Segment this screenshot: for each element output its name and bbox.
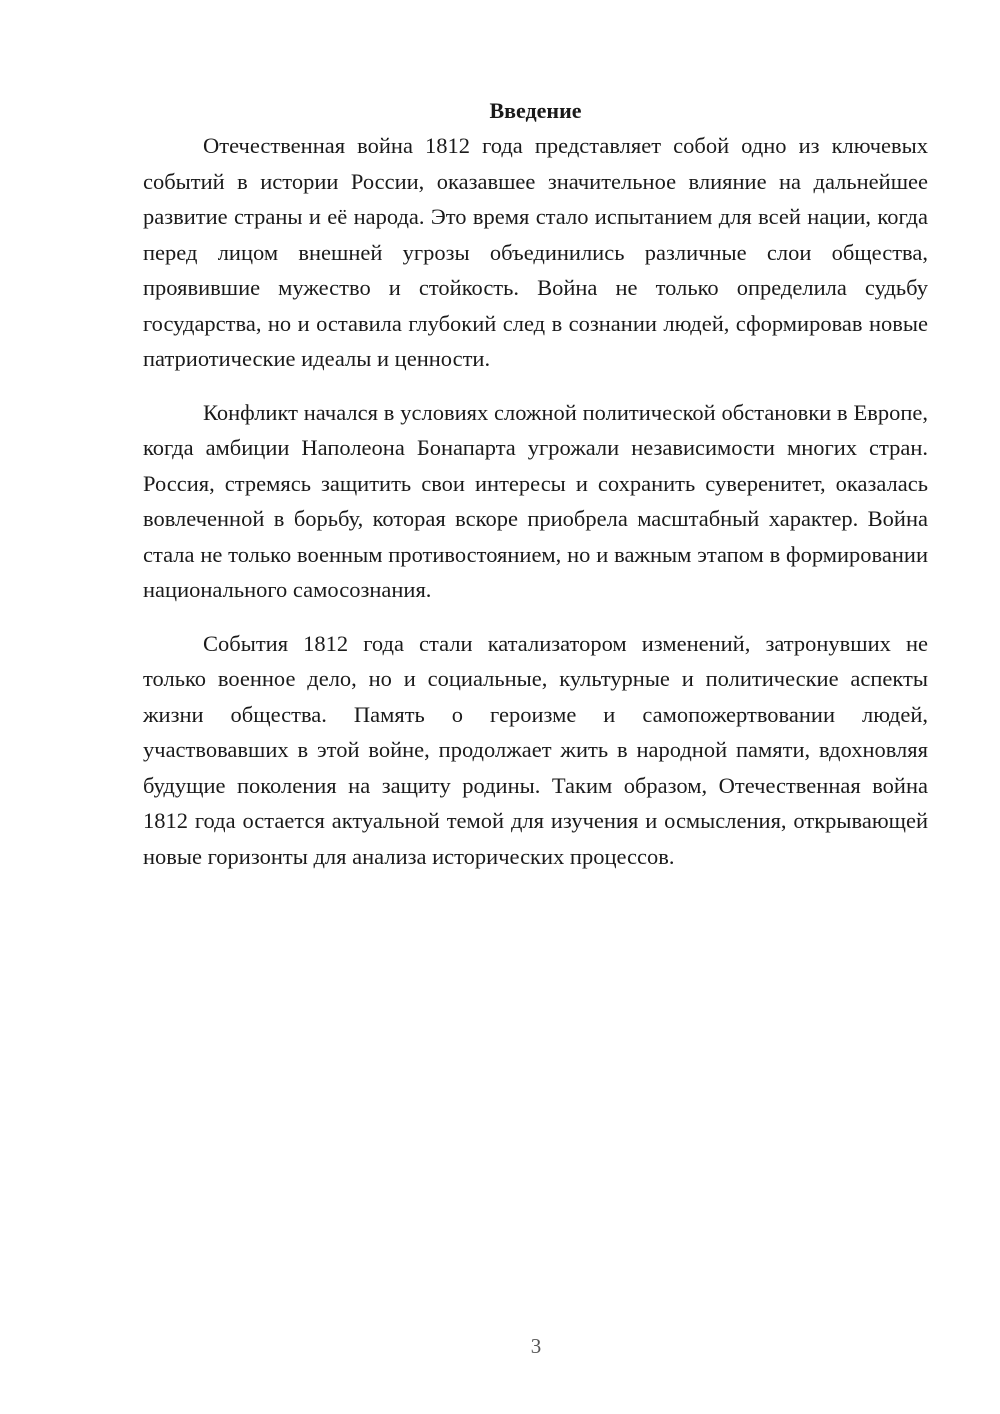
paragraph-2: Конфликт начался в условиях сложной политической обстановки в Европе, когда амбиции Наполеона Бонапарта угрожали независимости многих стран. Россия, стремясь защитить свои интересы и сохранить суверенитет, оказалась вовлеченной в борьбу, которая вскоре приобрела масштабный характер. Война стала не только военным противостоянием, но и важным этапом в формировании национального самосознания. <box>143 399 928 602</box>
section-title: Введение <box>489 98 582 123</box>
paragraph-1: Отечественная война 1812 года представляет собой одно из ключевых событий в истории России, оказавшее значительное влияние на дальнейшее развитие страны и её народа. Это время стало испытанием для всей нации, когда перед лицом внешней угрозы объединились различные слои общества, проявившие мужество и стойкость. Война не только определила судьбу государства, но и оставила глубокий след в сознании людей, сформировав новые патриотические идеалы и ценности. <box>143 133 928 371</box>
paragraph-3: События 1812 года стали катализатором изменений, затронувших не только военное дело, но и социальные, культурные и политические аспекты жизни общества. Память о героизме и самопожертвовании людей, участвовавших в этой войне, продолжает жить в народной памяти, вдохновляя будущие поколения на защиту родины. Таким образом, Отечественная война 1812 года остается актуальной темой для изучения и осмысления, открывающей новые горизонты для анализа исторических процессов. <box>143 630 928 869</box>
page-content <box>143 94 928 892</box>
page-number: 3 <box>530 1334 542 1358</box>
